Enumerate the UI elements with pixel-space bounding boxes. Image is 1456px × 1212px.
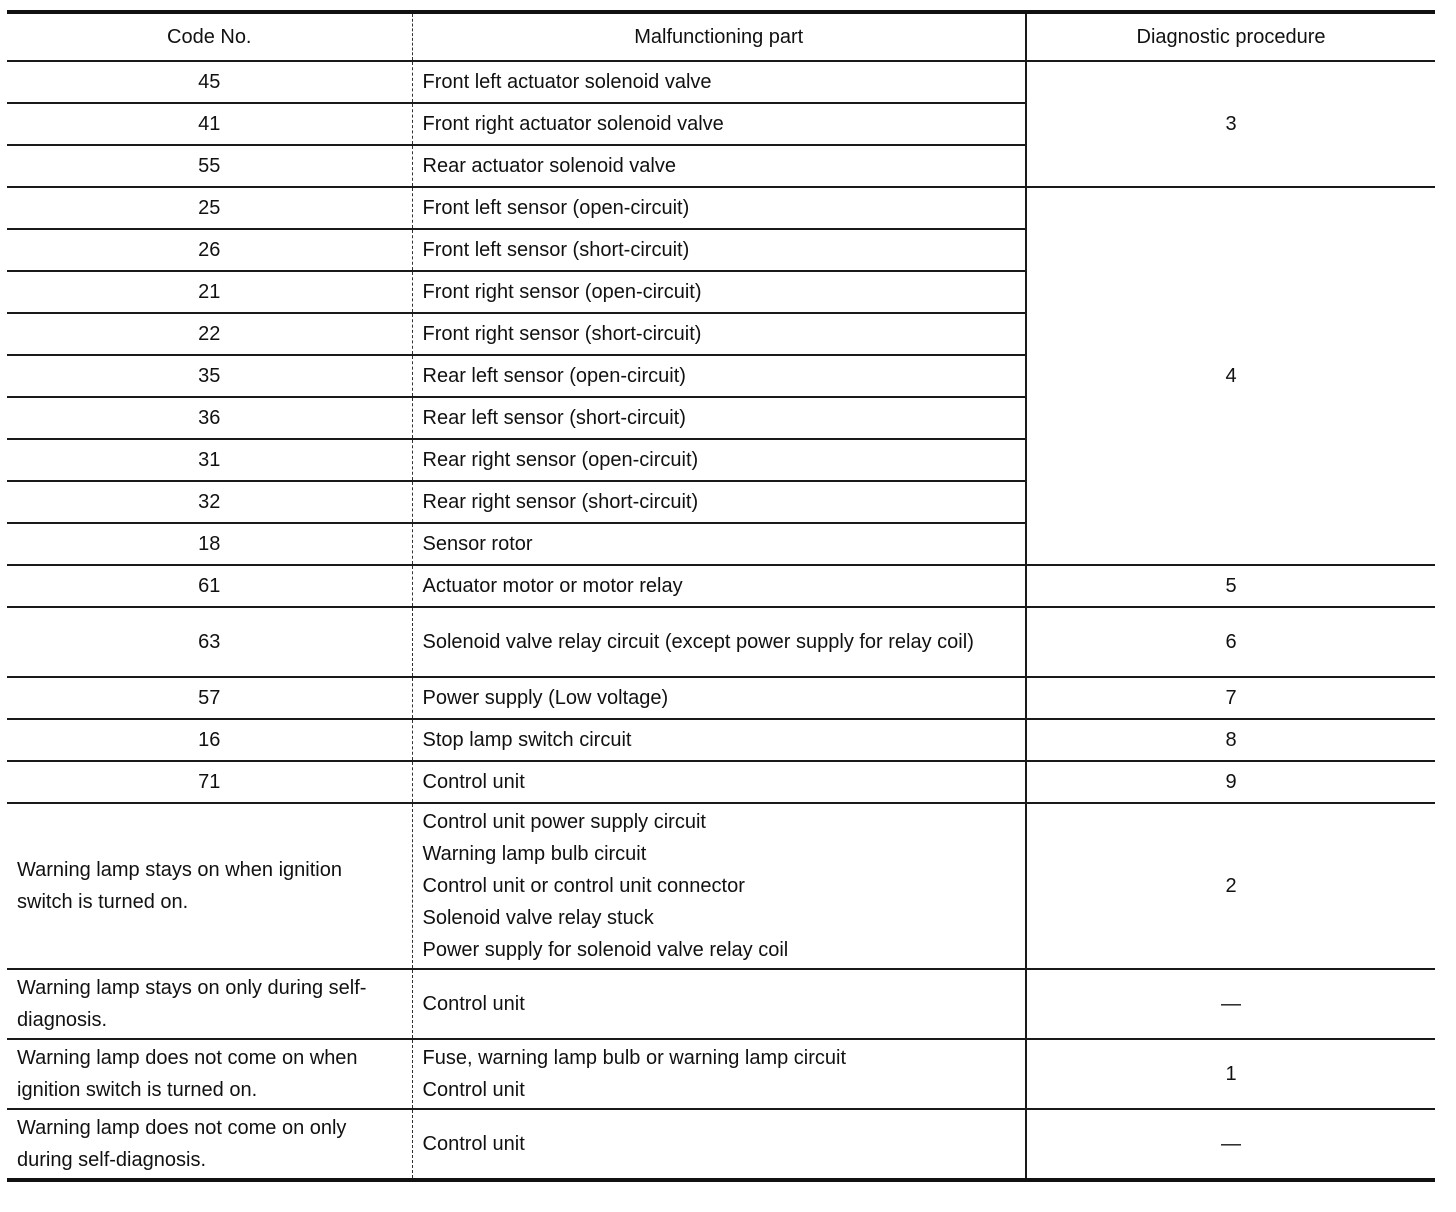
procedure-cell: 3	[1026, 61, 1435, 187]
code-cell: 32	[7, 481, 412, 523]
code-cell: 26	[7, 229, 412, 271]
table-row	[7, 187, 1435, 229]
code-cell: 41	[7, 103, 412, 145]
code-cell: 63	[7, 607, 412, 677]
part-cell: Rear right sensor (open-circuit)	[412, 439, 1026, 481]
part-cell: Front right sensor (open-circuit)	[412, 271, 1026, 313]
part-cell: Rear actuator solenoid valve	[412, 145, 1026, 187]
code-cell: Warning lamp stays on when ignition switch is turned on.	[7, 803, 412, 969]
procedure-cell: 6	[1026, 607, 1435, 677]
part-line: Solenoid valve relay stuck	[422, 907, 654, 929]
procedure-cell: 1	[1026, 1039, 1435, 1109]
part-cell	[412, 1039, 1026, 1109]
part-cell: Control unit	[412, 761, 1026, 803]
part-cell: Power supply (Low voltage)	[412, 677, 1026, 719]
table-row	[7, 1109, 1435, 1180]
part-cell	[412, 803, 1026, 969]
table-row	[7, 565, 1435, 607]
code-cell: Warning lamp does not come on only during self-diagnosis.	[7, 1109, 412, 1180]
part-cell: Solenoid valve relay circuit (except power supply for relay coil)	[412, 607, 1026, 677]
code-cell: 18	[7, 523, 412, 565]
code-cell: 22	[7, 313, 412, 355]
part-cell: Rear left sensor (open-circuit)	[412, 355, 1026, 397]
header-malfunctioning-part: Malfunctioning part	[412, 12, 1026, 61]
part-cell: Front left actuator solenoid valve	[412, 61, 1026, 103]
part-cell: Front left sensor (open-circuit)	[412, 187, 1026, 229]
part-line: Warning lamp bulb circuit	[422, 843, 647, 865]
part-line: Control unit or control unit connector	[422, 875, 745, 897]
part-cell: Sensor rotor	[412, 523, 1026, 565]
part-cell: Front left sensor (short-circuit)	[412, 229, 1026, 271]
code-cell: 55	[7, 145, 412, 187]
part-cell: Front right actuator solenoid valve	[412, 103, 1026, 145]
table-row	[7, 677, 1435, 719]
procedure-cell: —	[1026, 969, 1435, 1039]
part-line: Power supply for solenoid valve relay coil	[422, 939, 789, 961]
procedure-cell: 4	[1026, 187, 1435, 565]
table-row	[7, 803, 1435, 969]
code-cell: 71	[7, 761, 412, 803]
code-cell: 31	[7, 439, 412, 481]
code-cell: 21	[7, 271, 412, 313]
header-diagnostic-procedure: Diagnostic procedure	[1026, 12, 1435, 61]
code-cell: 61	[7, 565, 412, 607]
procedure-cell: 9	[1026, 761, 1435, 803]
code-cell: Warning lamp does not come on when ignition switch is turned on.	[7, 1039, 412, 1109]
part-line: Control unit power supply circuit	[422, 811, 706, 833]
code-cell: 36	[7, 397, 412, 439]
procedure-cell: 5	[1026, 565, 1435, 607]
part-cell: Rear left sensor (short-circuit)	[412, 397, 1026, 439]
code-cell: 57	[7, 677, 412, 719]
part-cell: Control unit	[412, 969, 1026, 1039]
header-code-no: Code No.	[7, 12, 412, 61]
part-line: Fuse, warning lamp bulb or warning lamp circuit	[422, 1047, 847, 1069]
code-cell: 25	[7, 187, 412, 229]
table-row	[7, 719, 1435, 761]
code-cell: 16	[7, 719, 412, 761]
procedure-cell: —	[1026, 1109, 1435, 1180]
part-cell: Stop lamp switch circuit	[412, 719, 1026, 761]
diagnostic-code-table	[7, 10, 1435, 1182]
table-row	[7, 61, 1435, 103]
table-row	[7, 607, 1435, 677]
part-cell: Actuator motor or motor relay	[412, 565, 1026, 607]
procedure-cell: 7	[1026, 677, 1435, 719]
code-cell: Warning lamp stays on only during self-diagnosis.	[7, 969, 412, 1039]
code-cell: 35	[7, 355, 412, 397]
table-row	[7, 969, 1435, 1039]
part-cell: Control unit	[412, 1109, 1026, 1180]
table-row	[7, 1039, 1435, 1109]
part-line: Control unit	[422, 1079, 525, 1101]
part-cell: Rear right sensor (short-circuit)	[412, 481, 1026, 523]
part-cell: Front right sensor (short-circuit)	[412, 313, 1026, 355]
table-row	[7, 761, 1435, 803]
procedure-cell: 2	[1026, 803, 1435, 969]
code-cell: 45	[7, 61, 412, 103]
header-row	[7, 12, 1435, 61]
procedure-cell: 8	[1026, 719, 1435, 761]
